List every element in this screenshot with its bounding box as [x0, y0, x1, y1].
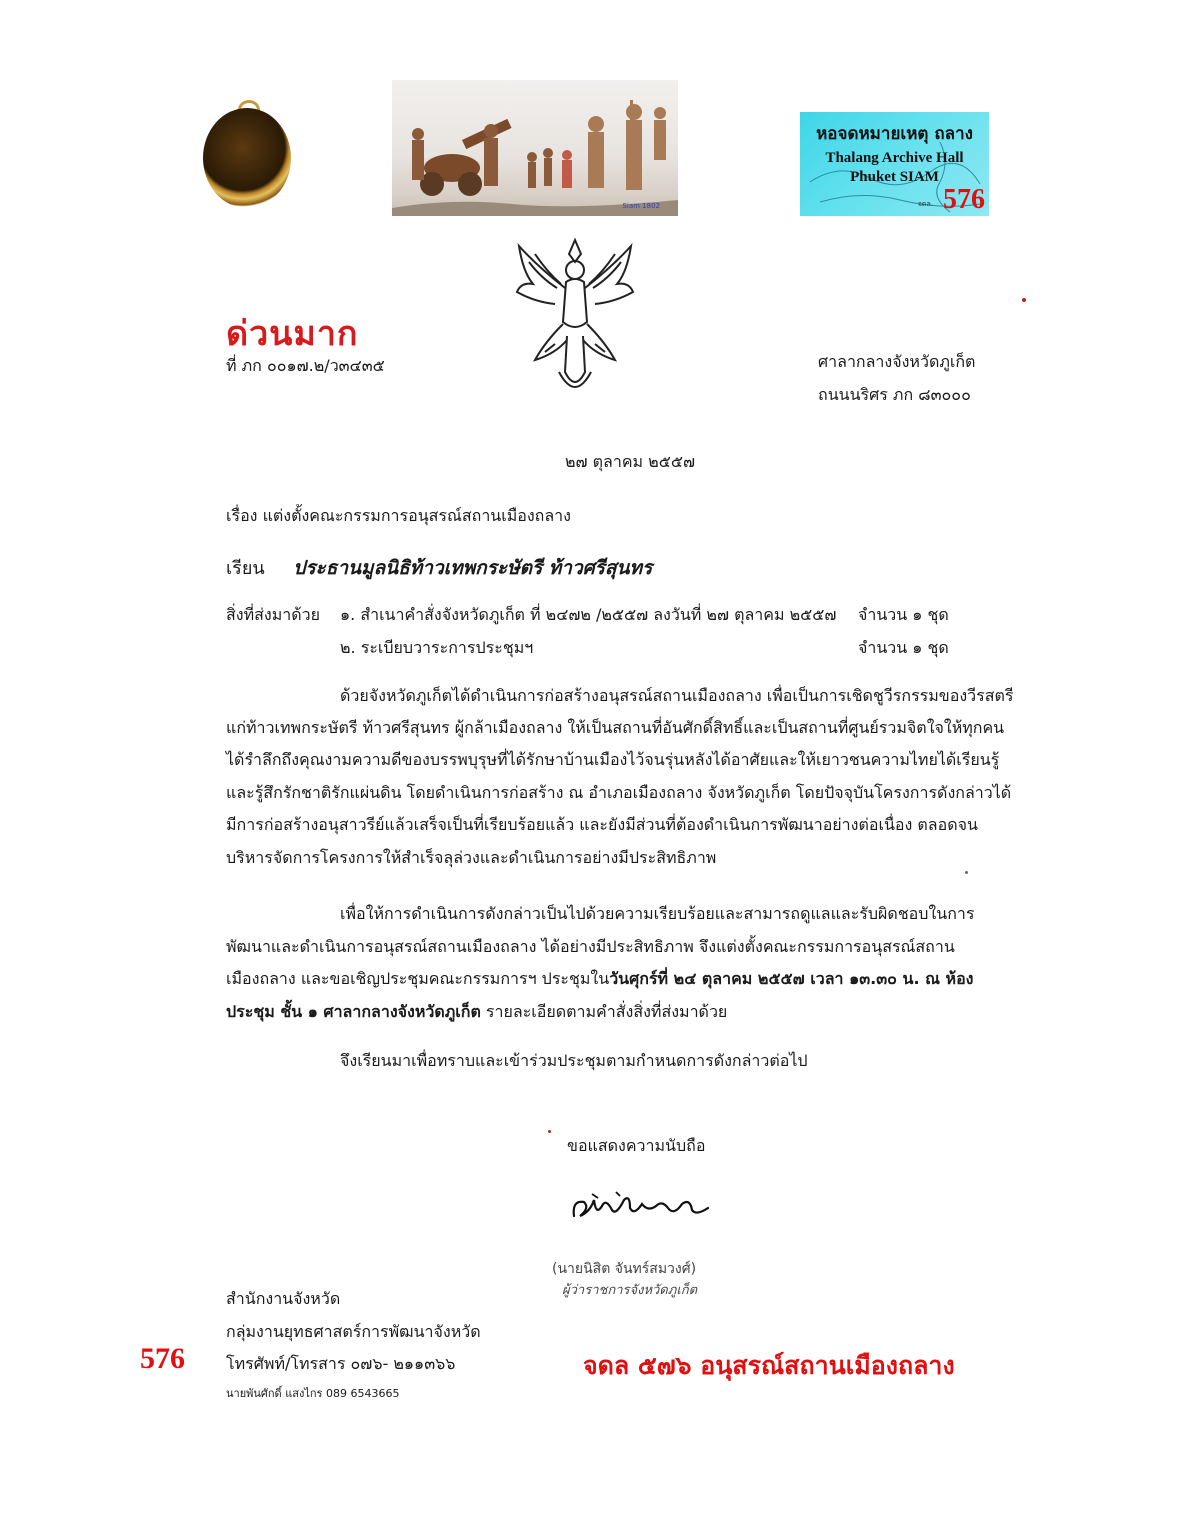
meeting-venue: ประชุม ชั้น ๑ ศาลากลางจังหวัดภูเก็ต [226, 1002, 481, 1021]
meeting-datetime: วันศุกร์ที่ ๒๔ ตุลาคม ๒๕๕๗ เวลา ๑๓.๓๐ น. ณ ห้อง [609, 969, 974, 988]
archive-small-label: จดล. [917, 200, 933, 208]
recipient-name: ประธานมูลนิธิท้าวเทพกระษัตรี ท้าวศรีสุนทร [293, 557, 653, 579]
ink-speck [548, 1130, 551, 1133]
footer-archive-number: 576 [140, 1342, 185, 1375]
handwritten-signature [568, 1186, 718, 1226]
archive-location: Phuket SIAM [850, 169, 939, 185]
signer-name: (นายนิสิต จันทร์สมวงศ์) [552, 1261, 697, 1277]
paragraph1-line: บริหารจัดการโครงการให้สำเร็จลุล่วงและดำเนินการอย่างมีประสิทธิภาพ [226, 848, 717, 867]
paragraph3: จึงเรียนมาเพื่อทราบและเข้าร่วมประชุมตามกำหนดการดังกล่าวต่อไป [340, 1051, 808, 1070]
meeting-intro-text: เมืองถลาง และขอเชิญประชุมคณะกรรมการฯ ประชุมใน [226, 969, 610, 988]
paragraph1-line: ด้วยจังหวัดภูเก็ตได้ดำเนินการก่อสร้างอนุสรณ์สถานเมืองถลาง เพื่อเป็นการเชิดชูวีรกรรมของวีรสตรี [340, 686, 1014, 705]
issuing-division: กลุ่มงานยุทธศาสตร์การพัฒนาจังหวัด [226, 1322, 481, 1341]
meeting-details-note: รายละเอียดตามคำสั่งสิ่งที่ส่งมาด้วย [480, 1002, 728, 1021]
paragraph1-line: มีการก่อสร้างอนุสาวรีย์แล้วเสร็จเป็นที่เรียบร้อยแล้ว และยังมีส่วนที่ต้องดำเนินการพัฒนาอย่างต่อเนื่อง ตลอดจน [226, 815, 978, 834]
issuing-office: สำนักงานจังหวัด [226, 1289, 341, 1308]
archive-title: หอจดหมายเหตุ ถลาง [816, 124, 973, 144]
ink-speck [1022, 298, 1026, 302]
reference-number: ที่ ภก ๐๐๑๗.๒/ว๓๔๓๕ [226, 356, 385, 375]
contact-person: นายพันศักดิ์ แสงไกร 089 6543665 [226, 1387, 400, 1400]
letter-date: ๒๗ ตุลาคม ๒๕๕๗ [565, 452, 695, 471]
enclosure-item: ๒. ระเบียบวาระการประชุมฯ [340, 638, 534, 657]
archive-number: 576 [943, 184, 985, 215]
footer-archive-caption: จดล ๕๗๖ อนุสรณ์สถานเมืองถลาง [583, 1351, 955, 1380]
paragraph1-line: แก่ท้าวเทพกระษัตรี ท้าวศรีสุนทร ผู้กล้าเมืองถลาง ให้เป็นสถานที่อันศักดิ์สิทธิ์และเป็นสถานที่ศูนย์รวมจิตใจให้ทุกคน [226, 718, 1005, 737]
closing-salutation: ขอแสดงความนับถือ [567, 1136, 706, 1155]
recipient-label: เรียน [226, 558, 265, 579]
enclosure-quantity: จำนวน ๑ ชุด [858, 638, 949, 657]
garuda-emblem-icon [515, 232, 635, 402]
archive-english-name: Thalang Archive Hall [825, 150, 964, 166]
paragraph2-line: เพื่อให้การดำเนินการดังกล่าวเป็นไปด้วยความเรียบร้อยและสามารถดูแลและรับผิดชอบในการ [340, 904, 975, 923]
enclosures-label: สิ่งที่ส่งมาด้วย [226, 605, 320, 624]
enclosure-quantity: จำนวน ๑ ชุด [858, 605, 949, 624]
signer-title: ผู้ว่าราชการจังหวัดภูเก็ต [562, 1283, 698, 1298]
letter-subject: เรื่อง แต่งตั้งคณะกรรมการอนุสรณ์สถานเมืองถลาง [226, 506, 571, 525]
paragraph2-line [226, 1002, 727, 1023]
archive-label-box [800, 112, 989, 216]
banner-caption: Siam 1802 [622, 202, 660, 210]
letter-recipient [226, 556, 652, 581]
enclosure-item: ๑. สำเนาคำสั่งจังหวัดภูเก็ต ที่ ๒๔๗๒ /๒๕๕๗ ลงวันที่ ๒๗ ตุลาคม ๒๕๕๗ [340, 605, 837, 624]
office-address-line1: ศาลากลางจังหวัดภูเก็ต [818, 352, 976, 371]
paragraph2-line [226, 969, 973, 990]
statue-banner-image [392, 80, 678, 216]
office-address-line2: ถนนนริศร ภก ๘๓๐๐๐ [818, 385, 971, 404]
contact-phone: โทรศัพท์/โทรสาร ๐๗๖- ๒๑๑๓๖๖ [226, 1354, 456, 1373]
paragraph1-line: และรู้สึกรักชาติรักแผ่นดิน โดยดำเนินการก่อสร้าง ณ อำเภอเมืองถลาง จังหวัดภูเก็ต โดยปัจจุบันโครงการดังกล่าวได้ [226, 783, 1012, 802]
gold-medal-icon [203, 108, 291, 208]
paragraph2-line: พัฒนาและดำเนินการอนุสรณ์สถานเมืองถลาง ได้อย่างมีประสิทธิภาพ จึงแต่งตั้งคณะกรรมการอนุสรณ์สถาน [226, 937, 955, 956]
urgency-stamp: ด่วนมาก [226, 314, 359, 354]
ink-speck [965, 871, 968, 874]
paragraph1-line: ได้รำลึกถึงคุณงามความดีของบรรพบุรุษที่ได้รักษาบ้านเมืองไว้จนรุ่นหลังได้อาศัยและให้เยาวชนความไทยได้เรียนรู้ [226, 750, 1000, 769]
